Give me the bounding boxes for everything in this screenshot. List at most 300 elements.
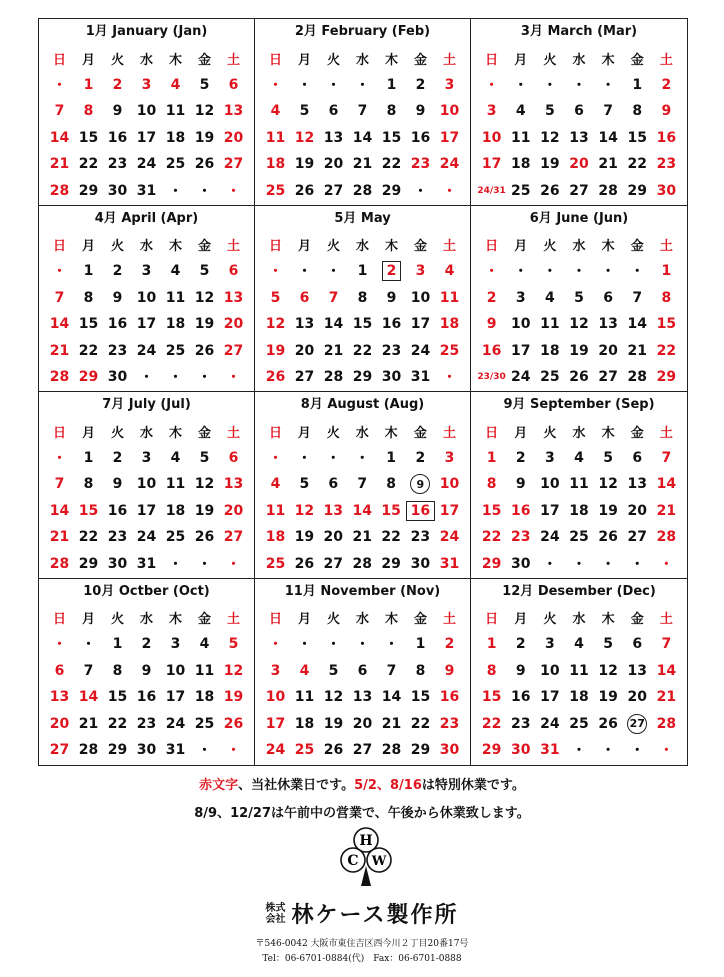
day-cell: 7 (661, 449, 672, 466)
day-cell: 28 (49, 182, 70, 199)
day-cell: 6 (328, 476, 339, 493)
day-cell: 31 (439, 555, 460, 572)
day-cell: 12 (194, 103, 215, 120)
day-cell: 29 (78, 369, 99, 386)
weekday-header: 木 (168, 52, 182, 68)
note-text-end: は特別休業です。 (421, 778, 525, 793)
day-cell: 23 (136, 715, 157, 732)
day-cell: ・ (297, 450, 312, 467)
day-cell: 28 (352, 182, 373, 199)
day-cell: 3 (515, 289, 526, 306)
day-cell: 16 (381, 316, 402, 333)
day-cell: 29 (656, 369, 677, 386)
day-cell: ・ (268, 264, 283, 281)
club-logo-icon (336, 826, 396, 888)
weekday-header: 水 (572, 425, 586, 441)
day-cell: ・ (168, 556, 183, 573)
day-cell: 18 (165, 129, 186, 146)
day-cell: 1 (386, 449, 396, 466)
weekday-header: 土 (659, 52, 673, 68)
day-cell: 13 (598, 316, 618, 333)
day-cell: ・ (52, 77, 67, 94)
note-red-label: 赤文字 (199, 778, 239, 793)
day-cell: ・ (268, 450, 283, 467)
day-cell: ・ (542, 77, 557, 94)
day-cell: 10 (410, 289, 431, 306)
day-cell: 25 (294, 742, 315, 759)
day-cell: ・ (52, 637, 67, 654)
day-cell: 24/31 (477, 185, 506, 196)
day-cell: 4 (270, 103, 281, 120)
day-cell: ・ (571, 743, 586, 760)
weekday-header: 日 (268, 425, 282, 441)
day-cell: 1 (112, 636, 123, 653)
day-cell: ・ (197, 183, 212, 200)
day-cell: 12 (569, 316, 589, 333)
weekday-header: 火 (326, 239, 340, 255)
day-cell: 21 (352, 156, 373, 173)
weekday-header: 土 (226, 612, 240, 628)
day-cell: 18 (540, 342, 560, 359)
day-cell: 23 (410, 529, 431, 546)
weekday-header: 水 (139, 425, 153, 441)
day-cell: 14 (49, 316, 70, 333)
day-cell: 8 (112, 662, 123, 679)
weekday-header: 土 (659, 239, 673, 255)
weekday-header: 火 (543, 52, 557, 68)
note-special-dates: 5/2、8/16 (354, 778, 422, 793)
day-cell: 6 (632, 636, 643, 653)
weekday-header: 土 (443, 425, 457, 441)
weekday-header: 木 (384, 52, 398, 68)
day-cell: 12 (265, 316, 286, 333)
day-cell: 11 (265, 129, 286, 146)
day-cell: 9 (112, 476, 123, 493)
month-title: 11月 November (Nov) (284, 583, 441, 599)
weekday-header: 火 (110, 52, 124, 68)
weekday-header: 木 (601, 52, 615, 68)
day-cell: 19 (194, 502, 215, 519)
day-cell: ・ (326, 264, 341, 281)
day-cell: 20 (569, 156, 589, 173)
day-cell: 26 (569, 369, 589, 386)
day-cell: 7 (54, 476, 65, 493)
weekday-header: 水 (355, 239, 369, 255)
weekday-header: 水 (355, 52, 369, 68)
month-title: 3月 March (Mar) (520, 24, 638, 39)
day-cell: 16 (107, 502, 128, 519)
weekday-header: 木 (168, 612, 182, 628)
day-cell: 11 (510, 129, 531, 146)
day-cell: 24 (136, 156, 157, 173)
weekday-header: 日 (268, 239, 282, 255)
weekday-header: 水 (572, 239, 586, 255)
day-cell: 2 (444, 636, 455, 653)
day-cell: 17 (439, 502, 460, 519)
day-cell: 13 (627, 476, 648, 493)
weekday-header: 木 (168, 425, 182, 441)
day-cell: 16 (107, 129, 128, 146)
day-cell: 22 (381, 529, 401, 546)
day-cell: 12 (323, 689, 344, 706)
day-cell: 10 (136, 103, 157, 120)
day-cell: 3 (415, 263, 426, 280)
day-cell: 2 (141, 636, 152, 653)
day-cell: 29 (627, 182, 648, 199)
weekday-header: 金 (630, 239, 644, 255)
day-cell: ・ (571, 556, 586, 573)
day-cell: 29 (481, 555, 502, 572)
day-cell: 15 (481, 502, 502, 519)
weekday-header: 火 (110, 239, 124, 255)
calendar-grid (38, 18, 688, 766)
day-cell: 7 (328, 289, 339, 306)
day-cell: 27 (49, 742, 70, 759)
day-cell: 19 (323, 715, 344, 732)
day-cell: 15 (656, 316, 677, 333)
day-cell: 16 (136, 689, 157, 706)
weekday-header: 火 (543, 425, 557, 441)
day-cell: 8 (386, 476, 396, 493)
day-cell: 3 (170, 636, 181, 653)
day-cell: 6 (328, 103, 339, 120)
weekday-header: 金 (197, 239, 211, 255)
day-cell: 23 (510, 715, 531, 732)
day-cell: 19 (223, 689, 244, 706)
day-cell: 15 (78, 502, 99, 519)
day-cell: 25 (165, 342, 186, 359)
weekday-header: 月 (81, 52, 95, 68)
day-cell: 10 (165, 662, 186, 679)
weekday-header: 日 (52, 239, 66, 255)
day-cell: 23 (381, 342, 402, 359)
weekday-header: 木 (601, 612, 615, 628)
day-cell: 30 (656, 182, 677, 199)
day-cell: 20 (49, 715, 70, 732)
day-cell: 31 (540, 742, 560, 759)
weekday-header: 火 (326, 612, 340, 628)
day-cell: 15 (78, 316, 99, 333)
company-phone: Tel：06-6701-0884(代) Fax：06-6701-0888 (262, 954, 462, 964)
day-cell: 19 (294, 529, 315, 546)
day-cell: 5 (199, 263, 210, 280)
day-cell: ・ (226, 743, 241, 760)
day-cell: 1 (632, 76, 643, 93)
day-cell: 16 (510, 689, 531, 706)
day-cell: 10 (540, 476, 560, 493)
day-cell: 28 (381, 742, 402, 759)
day-cell: 15 (627, 129, 648, 146)
day-cell: ・ (226, 556, 241, 573)
day-cell: 22 (410, 715, 431, 732)
day-cell: 12 (294, 129, 315, 146)
day-cell: 1 (83, 449, 94, 466)
month-block (255, 392, 471, 579)
day-cell: 13 (627, 662, 648, 679)
day-cell: ・ (168, 370, 183, 387)
day-cell: 5 (574, 289, 584, 306)
day-cell: 7 (386, 662, 397, 679)
day-cell: 4 (170, 263, 181, 280)
weekday-header: 金 (630, 425, 644, 441)
day-cell: 25 (569, 715, 589, 732)
day-cell: 25 (510, 182, 531, 199)
day-cell: 7 (83, 662, 94, 679)
day-cell: 28 (598, 182, 618, 199)
day-cell: 29 (78, 182, 99, 199)
day-cell: 2 (415, 449, 426, 466)
weekday-header: 火 (110, 425, 124, 441)
day-cell: 25 (165, 529, 186, 546)
day-cell: 26 (598, 529, 618, 546)
month-block (255, 206, 471, 393)
day-cell: 18 (510, 156, 531, 173)
day-cell: 10 (136, 289, 157, 306)
day-cell: 2 (112, 263, 123, 280)
day-cell: 25 (569, 529, 589, 546)
day-cell: 23 (439, 715, 460, 732)
day-cell: 24 (439, 529, 460, 546)
day-cell: 27 (223, 156, 244, 173)
weekday-header: 日 (485, 239, 499, 255)
day-cell: 27 (623, 711, 652, 738)
day-cell: 15 (481, 689, 502, 706)
weekday-header: 月 (297, 425, 311, 441)
day-cell: 16 (481, 342, 502, 359)
month-block (39, 206, 255, 393)
day-cell: 3 (141, 76, 152, 93)
day-cell: ・ (197, 556, 212, 573)
day-cell: 20 (223, 316, 244, 333)
day-cell: ・ (571, 264, 586, 281)
day-cell: ・ (442, 183, 457, 200)
day-cell: 25 (265, 555, 286, 572)
day-cell: 7 (603, 103, 613, 120)
day-cell: 15 (410, 689, 431, 706)
day-cell: 13 (223, 476, 244, 493)
month-block (255, 579, 471, 766)
weekday-header: 土 (226, 425, 240, 441)
day-cell: 8 (83, 289, 94, 306)
day-cell: 8 (486, 662, 497, 679)
weekday-header: 火 (326, 52, 340, 68)
weekday-header: 月 (514, 52, 528, 68)
day-cell: ・ (630, 743, 645, 760)
day-cell: 19 (598, 689, 618, 706)
weekday-header: 火 (543, 239, 557, 255)
day-cell: ・ (355, 450, 370, 467)
day-cell: 16 (439, 689, 460, 706)
day-cell: 9 (406, 471, 435, 498)
day-cell: 22 (78, 342, 99, 359)
day-cell: 28 (49, 369, 70, 386)
weekday-header: 水 (572, 52, 586, 68)
day-cell: 27 (323, 182, 344, 199)
day-cell: 27 (627, 529, 648, 546)
company-name: 林ケース製作所 (291, 903, 459, 928)
day-cell: 14 (323, 316, 344, 333)
day-cell: ・ (297, 264, 312, 281)
day-cell: 10 (265, 689, 286, 706)
day-cell: ・ (326, 637, 341, 654)
day-cell: 14 (598, 129, 618, 146)
day-cell: 14 (49, 502, 70, 519)
day-cell: 2 (515, 449, 526, 466)
month-block (471, 206, 687, 393)
day-cell: ・ (326, 450, 341, 467)
day-cell: ・ (52, 264, 67, 281)
day-cell: 11 (194, 662, 215, 679)
day-cell: 10 (439, 103, 460, 120)
day-cell: 5 (544, 103, 555, 120)
weekday-header: 木 (168, 239, 182, 255)
day-cell: 23 (510, 529, 531, 546)
day-cell: 4 (574, 636, 584, 653)
day-cell: 26 (223, 715, 244, 732)
month-block (39, 392, 255, 579)
day-cell: 15 (107, 689, 128, 706)
day-cell: 21 (49, 529, 70, 546)
day-cell: 4 (199, 636, 210, 653)
day-cell: ・ (52, 450, 67, 467)
day-cell: 17 (136, 316, 157, 333)
day-cell: 19 (598, 502, 618, 519)
day-cell: 24 (540, 715, 560, 732)
day-cell: 27 (294, 369, 315, 386)
day-cell: 6 (228, 263, 239, 280)
day-cell: 21 (49, 342, 70, 359)
day-cell: 8 (486, 476, 497, 493)
day-cell: 30 (381, 369, 402, 386)
day-cell: 20 (352, 715, 373, 732)
day-cell: 11 (439, 289, 460, 306)
day-cell: 14 (381, 689, 402, 706)
day-cell: 4 (515, 103, 526, 120)
day-cell: 12 (540, 129, 560, 146)
day-cell: 16 (656, 129, 677, 146)
day-cell: ・ (168, 183, 183, 200)
kabushiki-label: 株式 会社 (265, 902, 286, 925)
day-cell: 14 (78, 689, 99, 706)
day-cell: 13 (323, 502, 344, 519)
day-cell: 13 (323, 129, 344, 146)
day-cell: 27 (323, 555, 344, 572)
day-cell: 17 (136, 129, 157, 146)
month-title: 7月 July (Jul) (102, 397, 191, 412)
day-cell: ・ (81, 637, 96, 654)
day-cell: ・ (326, 77, 341, 94)
day-cell: 19 (294, 156, 315, 173)
month-block (471, 579, 687, 766)
weekday-header: 月 (514, 239, 528, 255)
day-cell: 20 (294, 342, 315, 359)
day-cell: 9 (141, 662, 152, 679)
day-cell: 28 (656, 715, 677, 732)
day-cell: ・ (384, 637, 399, 654)
day-cell: 8 (83, 103, 94, 120)
day-cell: ・ (630, 556, 645, 573)
day-cell: ・ (226, 370, 241, 387)
day-cell: 9 (661, 103, 672, 120)
day-cell: 5 (199, 76, 210, 93)
half-day-note: 8/9、12/27は午前中の営業で、午後から休業致します。 (194, 806, 530, 821)
weekday-header: 金 (197, 612, 211, 628)
day-cell: 21 (656, 689, 677, 706)
day-cell: 22 (481, 715, 502, 732)
weekday-header: 日 (52, 612, 66, 628)
day-cell: ・ (542, 264, 557, 281)
day-cell: 11 (540, 316, 560, 333)
day-cell: 12 (598, 476, 618, 493)
day-cell: 31 (410, 369, 431, 386)
day-cell: 3 (141, 263, 152, 280)
day-cell: 31 (136, 182, 157, 199)
day-cell: 25 (194, 715, 215, 732)
day-cell: 21 (323, 342, 344, 359)
day-cell: ・ (413, 183, 428, 200)
day-cell: 19 (540, 156, 560, 173)
day-cell: 14 (49, 129, 70, 146)
day-cell: 28 (656, 529, 677, 546)
day-cell: 24 (510, 369, 531, 386)
weekday-header: 木 (384, 612, 398, 628)
day-cell: 17 (265, 715, 286, 732)
day-cell: 13 (49, 689, 70, 706)
day-cell: 29 (78, 555, 99, 572)
day-cell: ・ (571, 77, 586, 94)
weekday-header: 金 (413, 612, 427, 628)
logo-letter-w: W (371, 854, 387, 869)
day-cell: 11 (165, 289, 186, 306)
day-cell: 9 (515, 476, 526, 493)
day-cell: 3 (444, 76, 455, 93)
day-cell: 4 (444, 263, 455, 280)
day-cell: 5 (603, 636, 613, 653)
day-cell: 11 (569, 662, 589, 679)
day-cell: 29 (481, 742, 502, 759)
day-cell: 26 (194, 156, 215, 173)
day-cell: 15 (381, 502, 401, 519)
month-title: 6月 June (Jun) (529, 210, 629, 226)
day-cell: 1 (357, 263, 368, 280)
day-cell: 18 (165, 502, 186, 519)
day-cell: 25 (439, 342, 460, 359)
day-cell: 5 (603, 449, 613, 466)
day-cell: 13 (223, 103, 244, 120)
month-title: 8月 August (Aug) (300, 397, 425, 412)
weekday-header: 月 (81, 425, 95, 441)
day-cell: 21 (598, 156, 618, 173)
day-cell: 22 (78, 529, 99, 546)
weekday-header: 水 (139, 52, 153, 68)
day-cell: 18 (265, 529, 286, 546)
day-cell: 28 (49, 555, 70, 572)
weekday-header: 金 (630, 52, 644, 68)
month-title: 5月 May (334, 210, 391, 226)
day-cell: 1 (486, 636, 497, 653)
day-cell: 1 (486, 449, 497, 466)
day-cell: ・ (601, 77, 616, 94)
day-cell: 3 (486, 103, 497, 120)
day-cell: ・ (513, 264, 528, 281)
day-cell: 17 (540, 502, 560, 519)
day-cell: 30 (136, 742, 157, 759)
day-cell: 13 (352, 689, 373, 706)
day-cell: 9 (112, 103, 123, 120)
day-cell: 2 (486, 289, 497, 306)
day-cell: 21 (381, 715, 402, 732)
day-cell: 26 (323, 742, 344, 759)
